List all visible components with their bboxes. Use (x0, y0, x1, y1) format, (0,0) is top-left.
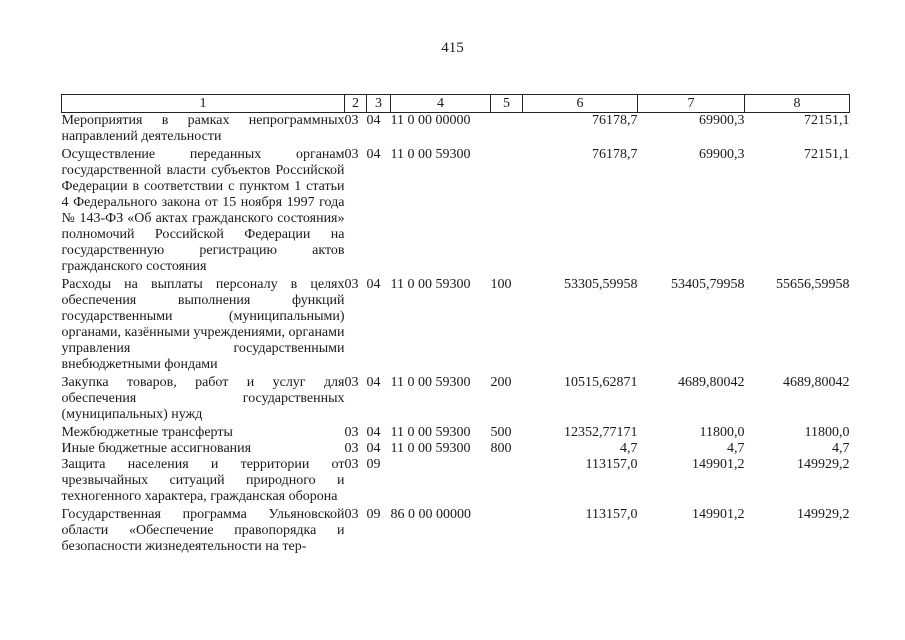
column-header-3: 3 (367, 95, 391, 113)
row-amount-7: 149901,2 (692, 457, 745, 472)
table-row (62, 375, 850, 425)
row-expense-type (491, 457, 523, 507)
column-header-4: 4 (391, 95, 491, 113)
row-section: 03 (344, 375, 359, 390)
row-section: 03 (344, 507, 359, 522)
row-section: 03 (344, 441, 359, 456)
row-section: 03 (344, 457, 359, 472)
column-header-1: 1 (62, 95, 345, 113)
column-header-8: 8 (745, 95, 850, 113)
row-amount-6: 76178,7 (592, 113, 638, 128)
row-target-code: 11 0 00 00000 (390, 113, 471, 128)
row-amount-8: 72151,1 (804, 147, 850, 162)
row-target-code: 11 0 00 59300 (390, 375, 471, 390)
row-description: Расходы на выплаты персоналу в целях обеспечения выполнения функций государственными (муниципальными) органами, казёнными учреждениями, органами управления государственными внебюджетными фондами (61, 277, 345, 372)
row-subsection: 04 (366, 375, 381, 390)
row-description: Межбюджетные трансферты (61, 425, 233, 440)
row-description: Закупка товаров, работ и услуг для обеспечения государственных (муниципальных) нужд (61, 375, 345, 422)
row-subsection: 04 (366, 147, 381, 162)
budget-table (61, 94, 850, 555)
row-amount-7: 69900,3 (699, 113, 745, 128)
row-amount-8: 11800,0 (804, 425, 850, 440)
row-amount-8: 149929,2 (797, 457, 850, 472)
column-header-6: 6 (523, 95, 638, 113)
row-amount-6: 10515,62871 (564, 375, 638, 390)
row-section: 03 (344, 113, 359, 128)
row-amount-7: 149901,2 (692, 507, 745, 522)
header-row (62, 95, 850, 113)
row-section: 03 (344, 425, 359, 440)
row-expense-type (491, 147, 523, 277)
table-row (62, 441, 850, 457)
column-header-5: 5 (491, 95, 523, 113)
row-amount-6: 53305,59958 (564, 277, 638, 292)
row-expense-type: 500 (490, 425, 512, 440)
row-amount-8: 4,7 (832, 441, 850, 456)
row-amount-8: 149929,2 (797, 507, 850, 522)
row-description: Государственная программа Ульяновской области «Обеспечение правопорядка и безопасности жизнедеятельности на тер- (61, 507, 345, 554)
row-subsection: 04 (366, 113, 381, 128)
row-expense-type (491, 113, 523, 148)
table-row (62, 457, 850, 507)
row-description: Мероприятия в рамках непрограммных направлений деятельности (61, 113, 345, 144)
row-section: 03 (344, 147, 359, 162)
row-amount-6: 4,7 (620, 441, 638, 456)
row-amount-8: 72151,1 (804, 113, 850, 128)
row-expense-type (491, 507, 523, 555)
row-expense-type: 100 (490, 277, 512, 292)
column-header-2: 2 (345, 95, 367, 113)
row-description: Осуществление переданных органам государственной власти субъектов Российской Федерации в соответствии с пунктом 1 статьи 4 Федерального закона от 15 ноября 1997 года № 143-ФЗ «Об актах гражданского состояния» полномочий Российской Федерации на государственную регистрацию актов гражданского состояния (61, 147, 345, 274)
row-target-code (391, 457, 491, 507)
row-subsection: 09 (366, 507, 381, 522)
row-amount-8: 4689,80042 (783, 375, 850, 390)
row-section: 03 (344, 277, 359, 292)
row-amount-8: 55656,59958 (776, 277, 850, 292)
table-row (62, 425, 850, 441)
row-expense-type: 200 (490, 375, 512, 390)
row-expense-type: 800 (490, 441, 512, 456)
row-amount-6: 76178,7 (592, 147, 638, 162)
table-row (62, 113, 850, 148)
row-amount-7: 4,7 (727, 441, 745, 456)
row-amount-6: 12352,77171 (564, 425, 638, 440)
row-subsection: 04 (366, 425, 381, 440)
column-header-7: 7 (638, 95, 745, 113)
row-target-code: 11 0 00 59300 (390, 425, 471, 440)
row-amount-6: 113157,0 (585, 507, 638, 522)
row-description: Иные бюджетные ассигнования (61, 441, 252, 456)
page-number: 415 (441, 40, 464, 56)
table-row (62, 277, 850, 375)
row-target-code: 11 0 00 59300 (390, 441, 471, 456)
row-amount-7: 53405,79958 (671, 277, 745, 292)
row-amount-7: 11800,0 (699, 425, 745, 440)
table-row (62, 147, 850, 277)
row-subsection: 09 (366, 457, 381, 472)
row-target-code: 11 0 00 59300 (390, 277, 471, 292)
row-amount-7: 4689,80042 (678, 375, 745, 390)
row-amount-7: 69900,3 (699, 147, 745, 162)
row-amount-6: 113157,0 (585, 457, 638, 472)
table-row (62, 507, 850, 555)
row-subsection: 04 (366, 277, 381, 292)
row-target-code: 86 0 00 00000 (390, 507, 471, 522)
row-target-code: 11 0 00 59300 (390, 147, 471, 162)
row-subsection: 04 (366, 441, 381, 456)
row-description: Защита населения и территории от чрезвычайных ситуаций природного и техногенного характера, гражданская оборона (61, 457, 345, 504)
